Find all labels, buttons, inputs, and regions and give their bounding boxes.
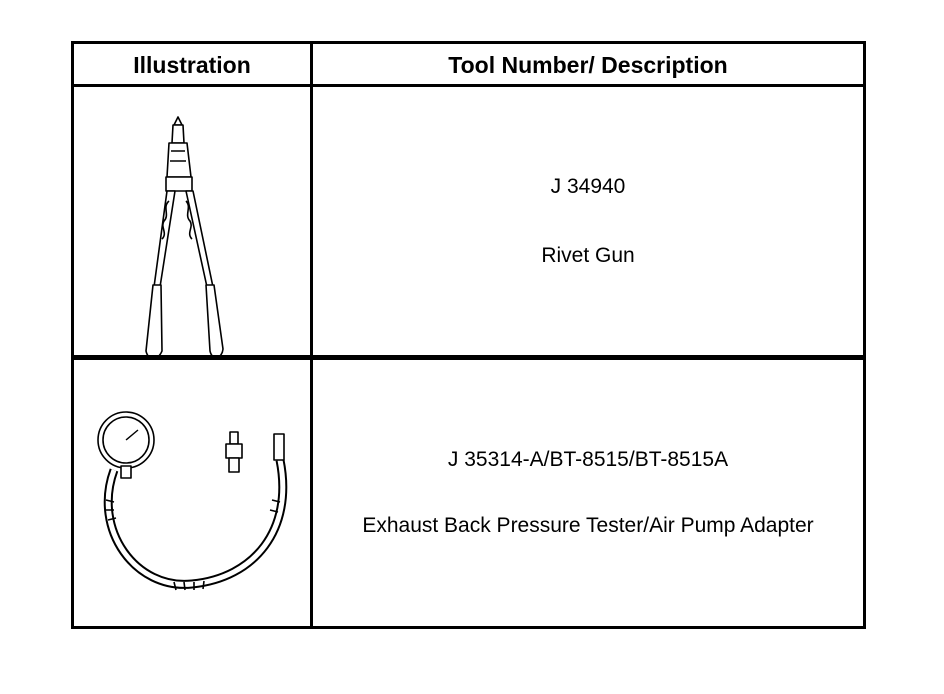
header-illustration: Illustration xyxy=(133,51,251,78)
row-1-description-cell xyxy=(313,87,863,355)
row-2-illustration-cell xyxy=(74,360,310,626)
tool-number: J 34940 xyxy=(550,174,626,198)
rivet-gun-icon xyxy=(74,87,310,355)
tool-number: J 35314-A/BT-8515/BT-8515A xyxy=(447,448,729,471)
tool-description: Rivet Gun xyxy=(541,243,635,267)
tool-table xyxy=(71,41,866,629)
tool-description: Exhaust Back Pressure Tester/Air Pump Adapter xyxy=(362,514,814,537)
row-1-illustration-cell xyxy=(74,87,310,355)
pressure-tester-icon xyxy=(74,360,310,626)
header-description: Tool Number/ Description xyxy=(448,51,728,78)
row-2-description-cell xyxy=(313,360,863,626)
